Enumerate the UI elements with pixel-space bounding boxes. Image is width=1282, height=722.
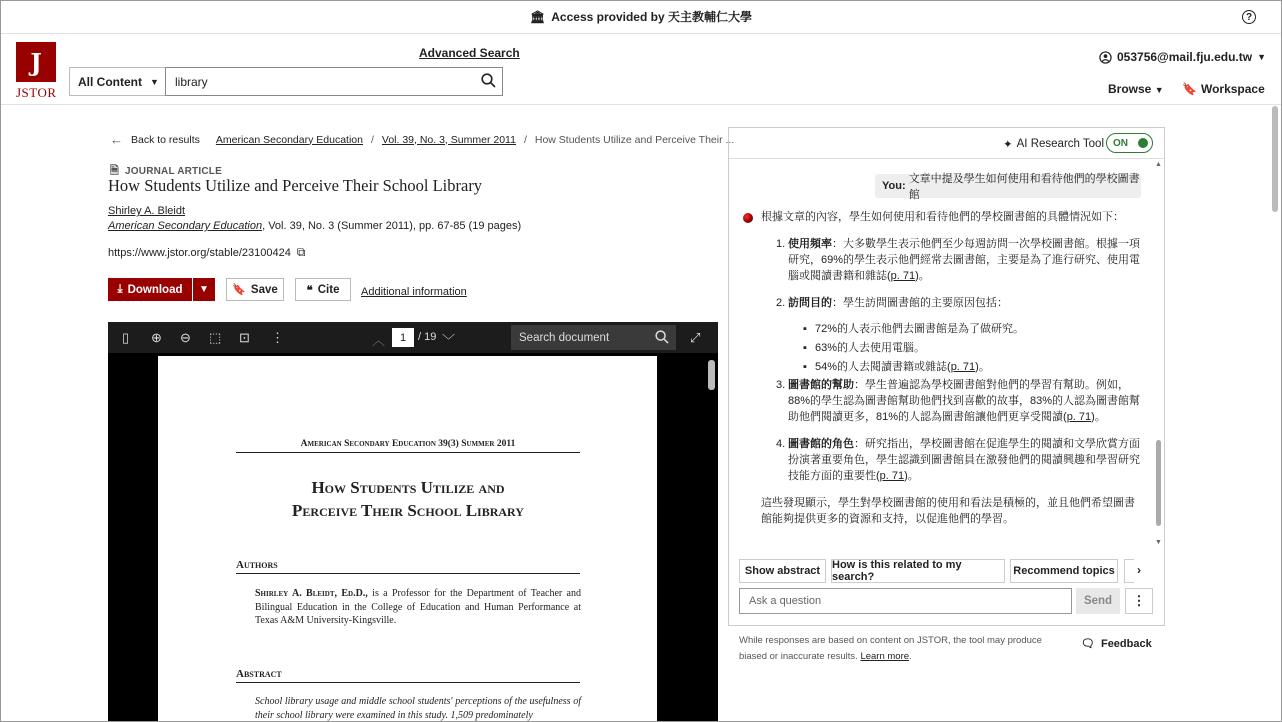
item-text: ：大多數學生表示他們至少每週訪問一次學校圖書館。根據一項研究，69%的學生表示他們經常去圖書館，主要是為了進行研究、使用電腦或閱讀書籍和雜誌( (788, 238, 1141, 282)
ai-response-item (788, 236, 1144, 284)
pdf-page (158, 356, 657, 722)
related-to-search-chip[interactable]: How is this related to my search? (831, 559, 1005, 583)
ai-response-conclusion: 這些發現顯示，學生對學校圖書館的使用和看法是積極的，並且他們希望圖書館能夠提供更多的資源和支持，以促進他們的學習。 (761, 497, 1135, 525)
logo-mark: J (16, 42, 56, 82)
breadcrumb-current: How Students Utilize and Perceive Their ... (534, 133, 735, 146)
ai-tool-title-text: AI Research Tool (1016, 138, 1105, 150)
user-email: 053756@mail.fju.edu.tw (1117, 50, 1253, 64)
ai-disclaimer (739, 633, 1069, 664)
zoom-in-icon[interactable]: ⊕ (151, 330, 162, 345)
download-options-button[interactable] (193, 278, 215, 301)
list-number: 3. (776, 379, 786, 391)
list-number: 2. (776, 297, 786, 309)
article-title: How Students Utilize and Perceive Their School Library (108, 176, 483, 195)
ai-response-item (788, 377, 1144, 425)
breadcrumb-journal[interactable]: American Secondary Education (215, 133, 363, 146)
page-running-head: American Secondary Education 39(3) Summer 2011 (236, 439, 580, 453)
stable-url-text: https://www.jstor.org/stable/23100424 (108, 246, 291, 259)
workspace-label: Workspace (1200, 82, 1265, 96)
user-prefix: You: (882, 180, 906, 192)
header-divider (0, 104, 1282, 105)
search-icon[interactable] (481, 73, 496, 91)
scroll-up-icon[interactable]: ▲ (1155, 161, 1162, 168)
select-area-icon[interactable]: ⬚ (209, 330, 222, 345)
ai-avatar-icon (743, 213, 753, 223)
user-account-menu[interactable] (1099, 50, 1266, 64)
stable-url (108, 245, 305, 260)
item-text: ：學生普遍認為學校圖書館對他們的學習有幫助。例如，88%的學生認為圖書館幫助他們找到喜歡的故事，83%的人認為圖書館幫助他們閱讀更多，81%的人認為圖書館讓他們更享受閱讀( (788, 379, 1141, 423)
sparkle-icon: ✦ (1003, 139, 1013, 151)
citation (108, 220, 521, 232)
bullet-end: )。 (975, 361, 990, 373)
breadcrumb (110, 132, 734, 147)
logo-text: JSTOR (16, 85, 57, 100)
back-arrow-icon: ← (110, 132, 123, 147)
disclaimer-text: While responses are based on content on JSTOR, the tool may produce biased or inaccurate results. (739, 635, 1042, 662)
page-reference-link[interactable]: p. 71 (879, 470, 905, 482)
document-icon: 🗎 (110, 165, 120, 177)
search-document-input[interactable] (511, 325, 676, 350)
page-reference-link[interactable]: p. 71 (890, 270, 916, 282)
feedback-button[interactable] (1081, 637, 1152, 650)
search-icon[interactable] (655, 330, 669, 347)
cite-button[interactable] (295, 278, 351, 301)
content-filter-select[interactable] (69, 67, 165, 96)
item-text: ：學生訪問圖書館的主要原因包括： (832, 297, 1008, 309)
toggle-label: ON (1113, 137, 1128, 149)
cite-icon: ❝ (306, 284, 313, 297)
chevron-down-icon: ▼ (1154, 85, 1164, 95)
browse-label: Browse (1108, 82, 1152, 96)
bullet-icon: ▪ (803, 323, 807, 335)
jstor-logo[interactable] (16, 42, 60, 98)
more-options-icon[interactable]: ⋮ (1125, 588, 1153, 614)
previous-page-icon[interactable]: ︿ (372, 333, 386, 348)
item-label: 圖書館的幫助 (788, 379, 854, 391)
item-end: )。 (1091, 411, 1106, 423)
pdf-scrollbar[interactable] (708, 360, 715, 390)
workspace-link[interactable] (1182, 82, 1265, 96)
bullet-item (815, 359, 990, 375)
user-message-text: 文章中提及學生如何使用和看待他們的學校圖書館 (908, 173, 1140, 201)
breadcrumb-separator: / (523, 133, 527, 146)
ask-question-input[interactable]: Ask a question (739, 588, 1072, 614)
ai-response-item (788, 436, 1144, 484)
ai-tool-toggle[interactable] (1106, 133, 1153, 153)
download-icon: ⤓ (117, 283, 123, 295)
list-number: 1. (776, 238, 786, 250)
abstract-heading: Abstract (236, 668, 580, 683)
bullet-item: 72%的人表示他們去圖書館是為了做研究。 (815, 323, 1025, 335)
browse-menu[interactable] (1108, 82, 1164, 96)
page-reference-link[interactable]: p. 71 (950, 361, 976, 373)
item-end: )。 (904, 470, 919, 482)
breadcrumb-separator: / (370, 133, 374, 146)
cite-label: Cite (317, 283, 340, 296)
overflow-chip[interactable] (1124, 559, 1134, 583)
page-title-line: How Students Utilize and (311, 478, 505, 497)
feedback-label: Feedback (1100, 637, 1152, 650)
author-bio (255, 587, 581, 628)
advanced-search-link[interactable]: Advanced Search (419, 46, 520, 60)
item-label: 使用頻率 (788, 238, 832, 250)
ai-tool-title (1003, 137, 1104, 151)
bullet-item: 63%的人去使用電腦。 (815, 342, 926, 354)
sidebar-toggle-icon[interactable]: ▯ (122, 330, 130, 345)
chevron-down-icon: ▼ (1257, 52, 1267, 62)
bookmark-icon: 🔖 (232, 284, 246, 296)
search-document-placeholder: Search document (519, 331, 610, 344)
item-end: )。 (915, 270, 930, 282)
institution-icon: 🏛 (530, 9, 546, 24)
back-to-results-link[interactable]: Back to results (131, 133, 200, 146)
additional-information-link[interactable]: Additional information (361, 286, 467, 298)
more-options-icon[interactable]: ⋮ (271, 330, 284, 345)
copy-icon[interactable]: ⧉ (296, 245, 306, 259)
ai-response-intro: 根據文章的內容，學生如何使用和看待他們的學校圖書館的具體情況如下： (761, 211, 1124, 223)
chevron-down-icon: ▼ (150, 76, 159, 87)
zoom-out-icon[interactable]: ⊖ (180, 330, 191, 345)
ai-response-item (788, 295, 1144, 311)
show-abstract-chip[interactable]: Show abstract (739, 559, 826, 583)
bullet-icon: ▪ (803, 342, 807, 354)
bookmark-icon: 🔖 (1182, 82, 1197, 96)
learn-more-link[interactable]: Learn more (860, 650, 910, 662)
article-type-label: JOURNAL ARTICLE (125, 166, 222, 177)
fit-page-icon[interactable]: ⊡ (239, 330, 250, 345)
content-filter-label: All Content (78, 74, 142, 89)
user-icon (1099, 51, 1112, 64)
send-button[interactable]: Send (1076, 588, 1120, 614)
next-page-icon[interactable]: ﹀ (442, 333, 456, 348)
page-scrollbar[interactable] (1272, 106, 1278, 212)
pdf-toolbar (108, 322, 718, 353)
search-input[interactable]: library (165, 67, 503, 96)
breadcrumb-issue[interactable]: Vol. 39, No. 3, Summer 2011 (381, 133, 516, 146)
author-bio-text: is a Professor for the Department of Teacher and Bilingual Education in the College of Education and Human Performance at Texas A&M University-Kingsville. (255, 588, 581, 626)
save-label: Save (250, 283, 278, 296)
page-total: / 19 (418, 331, 437, 343)
toggle-knob (1138, 138, 1148, 148)
item-text: ：研究指出，學校圖書館在促進學生的閱讀和文學欣賞方面扮演著重要角色，學生認識到圖書館員在激發他們的閱讀興趣和學習研究技能方面的重要性( (788, 438, 1140, 482)
chevron-right-icon[interactable]: › (1137, 563, 1141, 577)
bullet-text: 54%的人去閱讀書籍或雜誌( (815, 361, 951, 373)
page-reference-link[interactable]: p. 71 (1066, 411, 1092, 423)
disclaimer-period: . (909, 650, 912, 662)
item-label: 訪問目的 (788, 297, 832, 309)
authors-heading: Authors (236, 559, 580, 574)
help-icon[interactable]: ? (1242, 10, 1256, 24)
item-label: 圖書館的角色 (788, 438, 854, 450)
page-title-line: Perceive Their School Library (292, 501, 524, 520)
scroll-down-icon[interactable]: ▼ (1155, 539, 1162, 546)
bullet-icon: ▪ (803, 361, 807, 373)
feedback-icon: 🗨 (1081, 638, 1095, 650)
download-label: Download (127, 283, 183, 296)
abstract-text: School library usage and middle school students' perceptions of the usefulness of their school library were examined in this study. 1,509 predominately (255, 696, 581, 721)
page-title (236, 476, 580, 522)
author-name: Shirley A. Bleidt, Ed.D., (255, 588, 368, 599)
author-link[interactable]: Shirley A. Bleidt (108, 205, 186, 217)
user-message (875, 173, 1141, 201)
access-bar (0, 0, 1282, 34)
journal-link[interactable]: American Secondary Education (108, 220, 263, 232)
list-number: 4. (776, 438, 786, 450)
access-text: Access provided by 天主教輔仁大學 (551, 10, 752, 24)
ai-panel-scrollbar[interactable] (1156, 440, 1161, 526)
page-number-input[interactable]: 1 (392, 328, 414, 347)
chevron-down-icon: ▼ (199, 284, 209, 295)
fullscreen-icon[interactable]: ⤢ (690, 330, 701, 345)
save-button[interactable] (226, 278, 284, 301)
recommend-topics-chip[interactable]: Recommend topics (1010, 559, 1118, 583)
download-button[interactable] (108, 278, 192, 301)
citation-details: , Vol. 39, No. 3 (Summer 2011), pp. 67-85 (19 pages) (262, 220, 522, 232)
